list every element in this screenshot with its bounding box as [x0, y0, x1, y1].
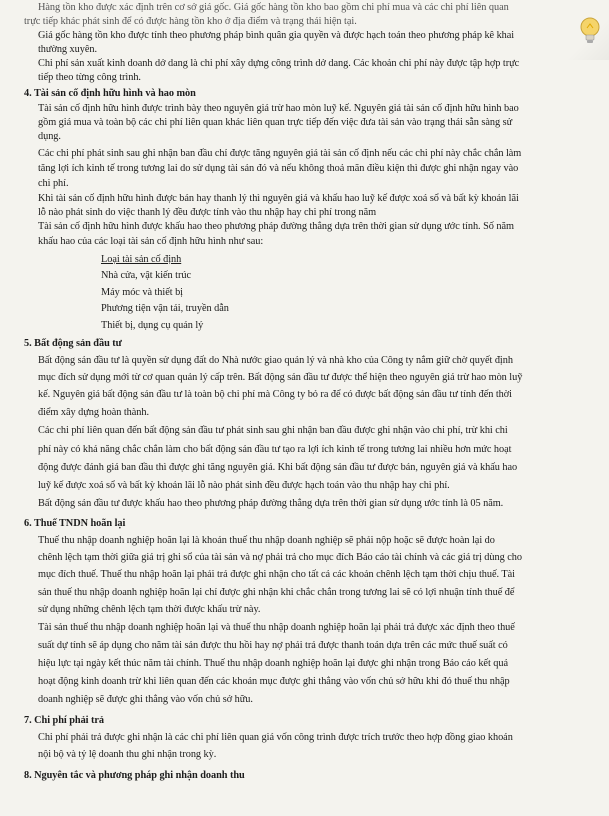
text-line: lỗ nào phát sinh do việc thanh lý đều được tính vào thu nhập hay chi phí trong năm — [38, 207, 377, 218]
section-heading: 4. Tài sản cố định hữu hình và hao mòn — [24, 88, 196, 99]
text-line: mục đích thuế. Thuế thu nhập hoãn lại phải trả được ghi nhận cho tất cả các khoản chênh lệch tạm thời chịu thuế. Tài — [38, 569, 515, 580]
text-line: Tài sản thuế thu nhập doanh nghiệp hoãn lại và thuế thu nhập doanh nghiệp hoãn lại phải trả được xác định theo thuế — [38, 622, 515, 633]
text-line: gồm giá mua và toàn bộ các chi phí liên quan khác liên quan trực tiếp đến việc đưa tài sản vào trạng thái sẵn sàng sử — [38, 117, 513, 128]
text-line: phí này có khả năng chắc chắn làm cho bất động sản đầu tư tạo ra lợi ích kinh tế trong tương lai nhiều hơn mức hoạt — [38, 444, 512, 455]
asset-type-item: Máy móc và thiết bị — [101, 287, 183, 298]
text-line: dụng. — [38, 131, 61, 142]
text-line: điểm xây dựng hoàn thành. — [38, 407, 149, 418]
text-line: Bất động sản đầu tư là quyền sử dụng đất do Nhà nước giao quản lý và nhà kho của Công ty nắm giữ chờ quyết định — [38, 355, 513, 366]
text-line: chi phí. — [38, 178, 69, 189]
text-line: hoạt động kinh doanh trừ khi liên quan đến các khoản mục được ghi thẳng vào vốn chủ sở hữu khi đó thuế thu nhập — [38, 676, 510, 687]
section-heading: 7. Chi phí phải trả — [24, 715, 105, 726]
text-line: suất dự tính sẽ áp dụng cho năm tài sản được thu hồi hay nợ phải trả được thanh toán dựa trên các mức thuế suất có — [38, 640, 508, 651]
asset-table-header: Loại tài sản cố định — [101, 254, 182, 265]
text-line: Các chi phí liên quan đến bất động sản đầu tư phát sinh sau ghi nhận ban đầu được ghi nhận vào chi phí, trừ khi chi — [38, 425, 508, 436]
text-line: mục đích sử dụng mới từ cơ quan quản lý cấp trên. Bất động sản đầu tư được thể hiện theo nguyên giá trừ hao mòn luỹ — [38, 372, 523, 383]
text-line: kế. Nguyên giá bất động sản đầu tư là toàn bộ chi phí mà Công ty bỏ ra để có được bất động sản đầu tư tính đến thời — [38, 389, 512, 400]
text-line: Giá gốc hàng tồn kho được tính theo phương pháp bình quân gia quyền và được hạch toán theo phương pháp kê khai — [38, 30, 515, 41]
section-heading: 5. Bất động sản đầu tư — [24, 338, 122, 349]
asset-type-item: Phương tiện vận tải, truyền dẫn — [101, 303, 229, 314]
text-line: trực tiếp khác phát sinh để có được hàng tồn kho ở địa điểm và trạng thái hiện tại. — [24, 16, 357, 27]
lightbulb-icon[interactable] — [577, 16, 603, 46]
text-line: hiệu lực tại ngày kết thúc năm tài chính. Thuế thu nhập doanh nghiệp hoãn lại được ghi nhận trong Báo cáo kết quả — [38, 658, 508, 669]
text-line: tăng lợi ích kinh tế trong tương lai do sử dụng tài sản đó và nếu không thoả mãn điều kiện thì được ghi nhận ngay vào — [38, 163, 519, 174]
text-line: thường xuyên. — [38, 44, 97, 55]
text-line: Tài sản cố định hữu hình được trình bày theo nguyên giá trừ hao mòn luỹ kế. Nguyên giá tài sản cố định hữu hình bao — [38, 103, 519, 114]
text-line: Các chi phí phát sinh sau ghi nhận ban đầu chỉ được tăng nguyên giá tài sản cố định nếu các chi phí này chắc chắn làm — [38, 148, 522, 159]
asset-type-item: Thiết bị, dụng cụ quản lý — [101, 320, 204, 331]
text-line: sử dụng những chênh lệch tạm thời được khấu trừ này. — [38, 604, 261, 615]
text-line: Bất động sản đầu tư được khấu hao theo phương pháp đường thẳng dựa trên thời gian sử dụng ước tính là 05 năm. — [38, 498, 504, 509]
text-line: chênh lệch tạm thời giữa giá trị ghi sổ của tài sản và nợ phải trả cho mục đích Báo cáo tài chính và các giá trị dùng cho — [38, 552, 522, 563]
section-heading: 8. Nguyên tắc và phương pháp ghi nhận doanh thu — [24, 770, 245, 781]
text-line: Thuế thu nhập doanh nghiệp hoãn lại là khoản thuế thu nhập doanh nghiệp sẽ phải nộp hoặc sẽ được hoàn lại do — [38, 535, 495, 546]
asset-type-item: Nhà cửa, vật kiến trúc — [101, 270, 191, 281]
section-heading: 6. Thuế TNDN hoãn lại — [24, 518, 126, 529]
text-line: Khi tài sản cố định hữu hình được bán hay thanh lý thì nguyên giá và khấu hao luỹ kế được xoá sổ và bất kỳ khoản lãi — [38, 193, 519, 204]
text-line: nội bộ và tỷ lệ doanh thu ghi nhận trong kỳ. — [38, 749, 217, 760]
text-line: sản thuế thu nhập doanh nghiệp hoãn lại chỉ được ghi nhận khi chắc chắn trong tương lai sẽ có lợi nhuận tính thuế để — [38, 587, 515, 598]
text-line: Tài sản cố định hữu hình được khấu hao theo phương pháp đường thẳng dựa trên thời gian sử dụng ước tính. Số năm — [38, 221, 514, 232]
text-line: động được đánh giá ban đầu thì được ghi tăng nguyên giá. Khi bất động sản đầu tư được bán, nguyên giá và khấu hao — [38, 462, 518, 473]
text-line: luỹ kế được xoá sổ và bất kỳ khoản lãi lỗ nào phát sinh đều được hạch toán vào thu nhập hay chi phí. — [38, 480, 450, 491]
text-line: tiếp theo từng công trình. — [38, 72, 141, 83]
text-line: Chi phí sản xuất kinh doanh dở dang là chi phí xây dựng công trình dở dang. Các khoản chi phí này được tập hợp trực — [38, 58, 520, 69]
text-line: Chi phí phải trả được ghi nhận là các chi phí liên quan giá vốn công trình được trích trước theo hợp đồng giao khoán — [38, 732, 513, 743]
text-line: doanh nghiệp sẽ được ghi thẳng vào vốn chủ sở hữu. — [38, 694, 253, 705]
text-line: khấu hao của các loại tài sản cố định hữu hình như sau: — [38, 236, 264, 247]
text-line: Hàng tồn kho được xác định trên cơ sở giá gốc. Giá gốc hàng tồn kho bao gồm chi phí mua và các chi phí liên quan — [38, 2, 509, 13]
